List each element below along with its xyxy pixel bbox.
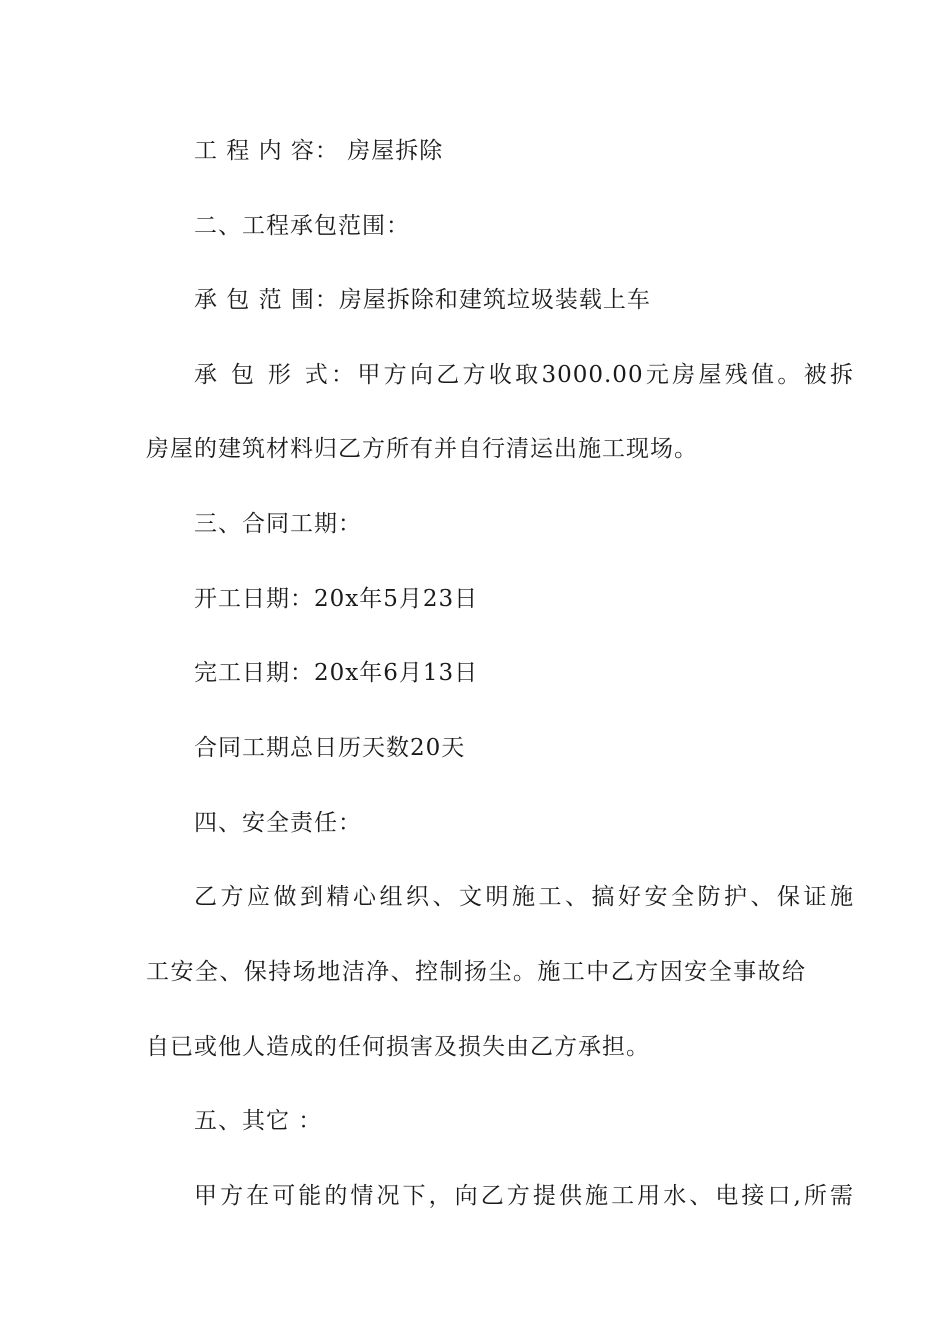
contract-form-line: 承 包 形 式：甲方向乙方收取3000.00元房屋残值。被拆: [194, 362, 854, 388]
start-date-line: 开工日期：20x年5月23日: [194, 586, 479, 612]
section-heading-period: 三、合同工期：: [194, 511, 362, 537]
end-date-line: 完工日期：20x年6月13日: [194, 660, 479, 686]
safety-paragraph-line-3: 自已或他人造成的任何损害及损失由乙方承担。: [146, 1034, 650, 1060]
section-heading-scope: 二、工程承包范围：: [194, 213, 410, 239]
other-paragraph-line-1: 甲方在可能的情况下，向乙方提供施工用水、电接口,所需: [194, 1183, 854, 1209]
scope-line: 承 包 范 围：房屋拆除和建筑垃圾装载上车: [194, 287, 651, 313]
total-days-line: 合同工期总日历天数20天: [194, 735, 466, 761]
safety-paragraph-line-2: 工安全、保持场地洁净、控制扬尘。施工中乙方因安全事故给: [146, 959, 806, 985]
project-content-line: 工 程 内 容： 房屋拆除: [194, 138, 444, 164]
section-heading-safety: 四、安全责任：: [194, 810, 362, 836]
contract-form-line-continued: 房屋的建筑材料归乙方所有并自行清运出施工现场。: [146, 436, 698, 462]
section-heading-other: 五、其它 ：: [194, 1108, 323, 1134]
safety-paragraph-line-1: 乙方应做到精心组织、文明施工、搞好安全防护、保证施: [194, 884, 854, 910]
